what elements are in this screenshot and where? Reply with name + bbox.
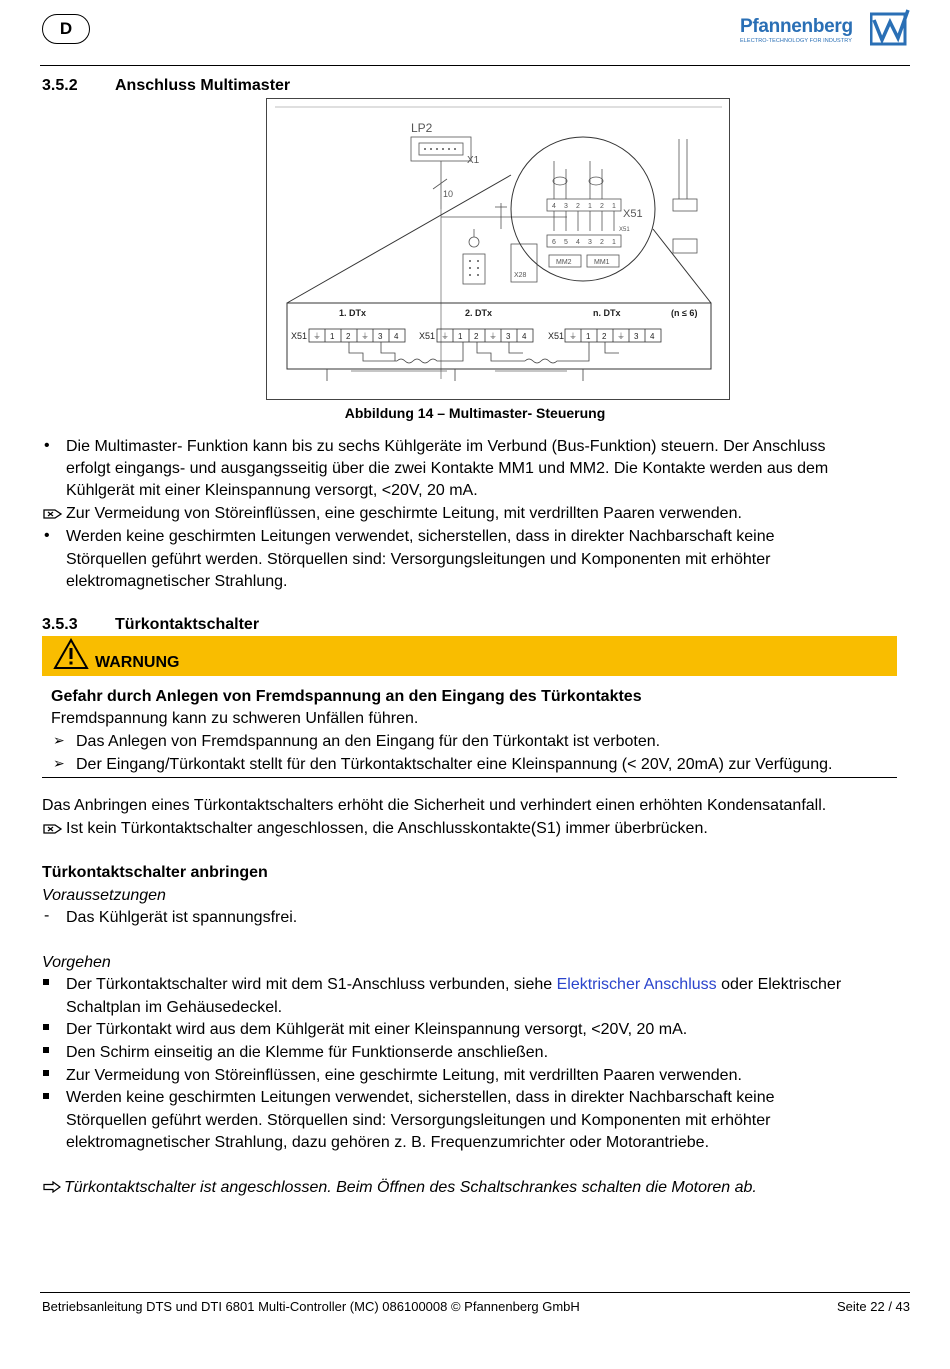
header-rule bbox=[40, 65, 910, 66]
svg-text:2: 2 bbox=[474, 332, 479, 341]
svg-text:n. DTx: n. DTx bbox=[593, 308, 621, 318]
warning-item-2: Der Eingang/Türkontakt stellt für den Türkontaktschalter eine Kleinspannung (< 20V, 20mA) zur Verfügung. bbox=[76, 756, 833, 773]
para2-note: Ist kein Türkontaktschalter angeschlossen, die Anschlusskontakte(S1) immer überbrücken. bbox=[66, 820, 708, 837]
note-hand-icon bbox=[43, 823, 63, 835]
svg-text:4: 4 bbox=[394, 332, 399, 341]
para1-line-1: Die Multimaster- Funktion kann bis zu sechs Kühlgeräte im Verbund (Bus-Funktion) steuern. Der Anschluss bbox=[66, 438, 826, 455]
warning-text: Fremdspannung kann zu schweren Unfällen führen. bbox=[51, 710, 419, 727]
svg-text:3: 3 bbox=[634, 332, 639, 341]
para1-bullet2-line-1: Werden keine geschirmten Leitungen verwendet, sicherstellen, dass in direkter Nachbarschaft keine bbox=[66, 528, 775, 545]
para1-bullet2-line-2: Störquellen geführt werden. Störquellen sind: Versorgungsleitungen und Komponenten mit erhöhter bbox=[66, 551, 771, 568]
svg-text:1: 1 bbox=[612, 239, 616, 246]
svg-text:X51: X51 bbox=[548, 331, 565, 341]
para1-note: Zur Vermeidung von Störeinflüssen, eine geschirmte Leitung, mit verdrillten Paaren verwenden. bbox=[66, 505, 742, 522]
footer-rule bbox=[40, 1292, 910, 1293]
svg-text:1: 1 bbox=[330, 332, 335, 341]
square-bullet bbox=[43, 1093, 49, 1099]
step-5-line-3: elektromagnetischer Strahlung, dazu gehören z. B. Frequenzumrichter oder Motorantriebe. bbox=[66, 1134, 710, 1151]
svg-text:10: 10 bbox=[443, 189, 454, 199]
para1-bullet2-line-3: elektromagnetischer Strahlung. bbox=[66, 573, 288, 590]
svg-text:2. DTx: 2. DTx bbox=[465, 308, 493, 318]
svg-text:3: 3 bbox=[378, 332, 383, 341]
svg-text:1: 1 bbox=[458, 332, 463, 341]
svg-text:X1: X1 bbox=[467, 155, 480, 166]
footer-document-title: Betriebsanleitung DTS und DTI 6801 Multi-Controller (MC) 086100008 © Pfannenberg GmbH bbox=[42, 1299, 580, 1314]
step-3: Den Schirm einseitig an die Klemme für Funktionserde anschließen. bbox=[66, 1044, 549, 1061]
result-text: Türkontaktschalter ist angeschlossen. Beim Öffnen des Schaltschrankes schalten die Motoren ab. bbox=[64, 1179, 757, 1196]
svg-text:X51: X51 bbox=[619, 227, 630, 233]
svg-text:X51: X51 bbox=[419, 331, 436, 341]
svg-text:X51: X51 bbox=[623, 208, 643, 220]
square-bullet bbox=[43, 979, 49, 985]
svg-text:1: 1 bbox=[588, 203, 592, 210]
note-hand-icon bbox=[43, 508, 63, 520]
dash-bullet: - bbox=[44, 907, 50, 924]
warning-bottom-rule bbox=[42, 777, 897, 778]
svg-text:MM2: MM2 bbox=[556, 259, 572, 266]
svg-text:2: 2 bbox=[346, 332, 351, 341]
svg-text:6: 6 bbox=[552, 239, 556, 246]
logo-mark-icon bbox=[870, 8, 910, 48]
bullet-dot: • bbox=[44, 437, 50, 454]
prereq-item: Das Kühlgerät ist spannungsfrei. bbox=[66, 909, 298, 926]
svg-text:⏚: ⏚ bbox=[489, 332, 497, 341]
warning-title: WARNUNG bbox=[95, 654, 180, 671]
warning-item-1: Das Anlegen von Fremdspannung an den Eingang für den Türkontakt ist verboten. bbox=[76, 733, 661, 750]
svg-text:4: 4 bbox=[522, 332, 527, 341]
svg-text:⏚: ⏚ bbox=[361, 332, 369, 341]
logo-tagline: ELECTRO-TECHNOLOGY FOR INDUSTRY bbox=[740, 38, 852, 44]
step-2: Der Türkontakt wird aus dem Kühlgerät mit einer Kleinspannung versorgt, <20V, 20 mA. bbox=[66, 1021, 688, 1038]
svg-text:X51: X51 bbox=[291, 331, 308, 341]
language-badge: D bbox=[42, 14, 90, 44]
svg-text:4: 4 bbox=[576, 239, 580, 246]
svg-text:4: 4 bbox=[552, 203, 556, 210]
multimaster-wiring-diagram bbox=[266, 98, 730, 400]
bullet-dot: • bbox=[44, 527, 50, 544]
svg-text:2: 2 bbox=[602, 332, 607, 341]
svg-text:⏚: ⏚ bbox=[617, 332, 625, 341]
footer-page-number: Seite 22 / 43 bbox=[837, 1299, 910, 1314]
para1-line-2: erfolgt eingangs- und ausgangsseitig über die zwei Kontakte MM1 und MM2. Die Kontakte werden aus dem bbox=[66, 460, 829, 477]
proc-label: Vorgehen bbox=[42, 954, 111, 971]
svg-text:3: 3 bbox=[588, 239, 592, 246]
svg-text:(n ≤ 6): (n ≤ 6) bbox=[671, 308, 698, 318]
logo-name: Pfannenberg bbox=[740, 16, 853, 37]
result-arrow-icon bbox=[43, 1181, 61, 1193]
svg-text:⏚: ⏚ bbox=[313, 332, 321, 341]
para1-line-3: Kühlgerät mit einer Kleinspannung versorgt, <20V, 20 mA. bbox=[66, 482, 478, 499]
svg-text:4: 4 bbox=[650, 332, 655, 341]
step-1-line-2: Schaltplan im Gehäusedeckel. bbox=[66, 999, 283, 1016]
mount-title: Türkontaktschalter anbringen bbox=[42, 864, 268, 881]
svg-text:X28: X28 bbox=[514, 272, 527, 279]
svg-text:1. DTx: 1. DTx bbox=[339, 308, 367, 318]
svg-text:⏚: ⏚ bbox=[569, 332, 577, 341]
svg-text:1: 1 bbox=[586, 332, 591, 341]
warning-triangle-icon bbox=[53, 638, 89, 670]
arrow-bullet-icon: ➢ bbox=[53, 755, 65, 771]
svg-text:2: 2 bbox=[600, 239, 604, 246]
fig-label-lp2: LP2 bbox=[411, 121, 433, 135]
square-bullet bbox=[43, 1070, 49, 1076]
svg-text:MM1: MM1 bbox=[594, 259, 610, 266]
warning-heading: Gefahr durch Anlegen von Fremdspannung an den Eingang des Türkontaktes bbox=[51, 688, 642, 705]
svg-text:2: 2 bbox=[576, 203, 580, 210]
svg-text:⏚: ⏚ bbox=[441, 332, 449, 341]
para2-text: Das Anbringen eines Türkontaktschalters erhöht die Sicherheit und verhindert einen erhöhten Kondensatanfall. bbox=[42, 797, 827, 814]
svg-text:3: 3 bbox=[564, 203, 568, 210]
svg-text:1: 1 bbox=[612, 203, 616, 210]
prereq-label: Voraussetzungen bbox=[42, 887, 166, 904]
svg-text:2: 2 bbox=[600, 203, 604, 210]
link-elektrischer-anschluss[interactable]: Elektrischer Anschluss bbox=[556, 976, 717, 993]
step-5-line-1: Werden keine geschirmten Leitungen verwendet, sicherstellen, dass in direkter Nachbarschaft keine bbox=[66, 1089, 775, 1106]
step-5-line-2: Störquellen geführt werden. Störquellen sind: Versorgungsleitungen und Komponenten mit erhöhter bbox=[66, 1112, 771, 1129]
figure-caption: Abbildung 14 – Multimaster- Steuerung bbox=[344, 405, 606, 421]
step-1: Der Türkontaktschalter wird mit dem S1-Anschluss verbunden, siehe Elektrischer Anschluss oder Elektrischer bbox=[66, 976, 842, 993]
square-bullet bbox=[43, 1047, 49, 1053]
step-4: Zur Vermeidung von Störeinflüssen, eine geschirmte Leitung, mit verdrillten Paaren verwenden. bbox=[66, 1067, 742, 1084]
svg-text:5: 5 bbox=[564, 239, 568, 246]
arrow-bullet-icon: ➢ bbox=[53, 732, 65, 748]
square-bullet bbox=[43, 1024, 49, 1030]
company-logo bbox=[740, 8, 910, 48]
svg-text:3: 3 bbox=[506, 332, 511, 341]
